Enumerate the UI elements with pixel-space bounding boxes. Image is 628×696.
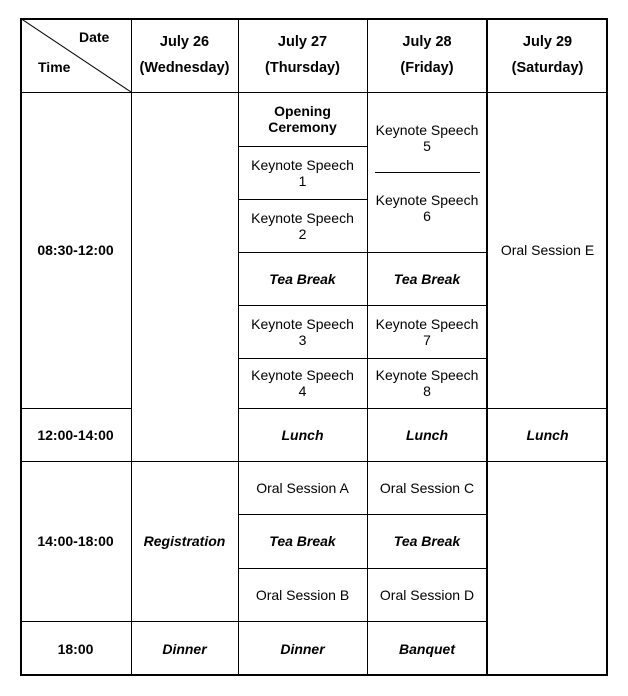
row-divider [20, 408, 131, 409]
row-divider [238, 252, 487, 253]
row-divider [131, 621, 238, 622]
keynote-speech-8-cell: Keynote Speech 8 [375, 367, 479, 399]
row-divider [131, 461, 238, 462]
time-date-corner-header [20, 18, 131, 92]
day-header-date: July 28 [402, 34, 452, 50]
keynote-speech-7-cell: Keynote Speech 7 [375, 315, 479, 348]
column-divider [367, 18, 368, 676]
oral-session-a-cell: Oral Session A [256, 479, 349, 496]
column-divider [238, 18, 239, 676]
keynote-speech-1-cell: Keynote Speech 1 [251, 156, 354, 189]
corner-diagonal-line [20, 18, 131, 92]
dinner-cell-july-26: Dinner [162, 640, 207, 657]
time-slot-midday: 12:00-14:00 [37, 426, 114, 443]
lunch-cell-july-29: Lunch [526, 426, 569, 443]
day-header-july-28 [367, 18, 487, 92]
conference-schedule-table [20, 18, 608, 676]
oral-session-d-cell: Oral Session D [379, 586, 475, 603]
tea-break-morning-july-28: Tea Break [393, 270, 461, 287]
row-divider [238, 408, 608, 409]
row-divider [238, 199, 367, 200]
keynote-separator [375, 172, 480, 173]
row-divider [20, 461, 131, 462]
day-header-date: July 27 [277, 34, 328, 50]
row-divider [238, 621, 487, 622]
day-header-july-26 [131, 18, 238, 92]
registration-cell: Registration [143, 533, 226, 549]
opening-ceremony-cell: Opening Ceremony [268, 103, 337, 135]
time-slot-evening: 18:00 [57, 640, 94, 657]
row-divider [238, 146, 367, 147]
day-header-weekday: (Friday) [400, 60, 454, 76]
row-divider [238, 358, 487, 359]
row-divider [238, 461, 608, 462]
day-header-date: July 26 [159, 34, 210, 50]
oral-session-b-cell: Oral Session B [255, 586, 350, 603]
column-divider [486, 18, 488, 676]
row-divider [20, 621, 131, 622]
keynote-speech-3-cell: Keynote Speech 3 [251, 315, 354, 348]
day-header-weekday: (Saturday) [511, 60, 584, 76]
table-border-bottom [20, 674, 608, 676]
tea-break-afternoon-july-27: Tea Break [269, 533, 336, 549]
time-slot-afternoon: 14:00-18:00 [37, 533, 114, 549]
tea-break-afternoon-july-28: Tea Break [393, 533, 461, 549]
time-slot-morning: 08:30-12:00 [37, 242, 114, 258]
dinner-cell-july-27: Dinner [280, 640, 325, 657]
row-divider [238, 514, 487, 515]
lunch-cell-july-28: Lunch [406, 426, 448, 443]
keynote-speech-5-cell: Keynote Speech 5 [375, 122, 479, 154]
keynote-speech-2-cell: Keynote Speech 2 [251, 209, 354, 242]
keynote-speech-4-cell: Keynote Speech 4 [251, 367, 354, 399]
day-header-july-29 [487, 18, 608, 92]
day-header-july-27 [238, 18, 367, 92]
row-divider [238, 568, 487, 569]
day-header-weekday: (Wednesday) [139, 60, 230, 76]
day-header-weekday: (Thursday) [265, 60, 340, 76]
banquet-cell: Banquet [399, 640, 455, 657]
oral-session-c-cell: Oral Session C [379, 479, 475, 496]
table-border-left [20, 18, 22, 676]
day-header-date: July 29 [522, 34, 573, 50]
table-border-top [20, 18, 608, 20]
table-border-right [606, 18, 608, 676]
tea-break-morning-july-27: Tea Break [269, 270, 336, 287]
row-divider [20, 92, 608, 93]
row-divider [238, 305, 487, 306]
corner-time-label: Time [38, 59, 71, 75]
lunch-cell-july-27: Lunch [281, 426, 324, 443]
oral-session-e-cell: Oral Session E [500, 242, 595, 258]
corner-date-label: Date [79, 29, 110, 45]
column-divider [131, 18, 132, 676]
keynote-speech-6-cell: Keynote Speech 6 [375, 192, 479, 224]
